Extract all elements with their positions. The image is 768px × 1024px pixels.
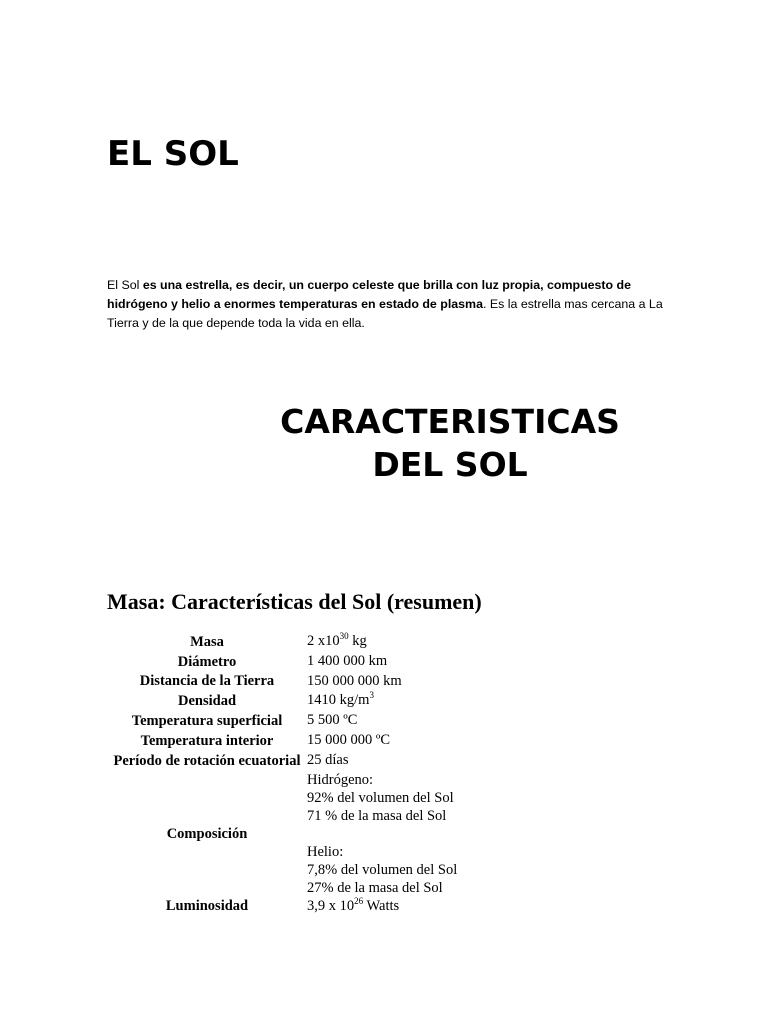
composicion-line-5: 7,8% del volumen del Sol — [307, 861, 458, 878]
table-row-composicion — [107, 771, 457, 897]
value-luminosidad: 3,9 x $10^{26}$ Watts — [307, 895, 400, 914]
label-diametro: Diámetro — [177, 653, 237, 670]
label-distancia: Distancia de la Tierra — [139, 673, 275, 690]
value-temp-superficial: 5 500 ºC — [307, 712, 358, 729]
label-luminosidad: Luminosidad — [165, 898, 249, 915]
table-row-temp-interior — [107, 731, 457, 751]
table-row-densidad — [107, 691, 457, 711]
label-densidad: Densidad — [177, 693, 237, 710]
composicion-line-4: Helio: — [307, 843, 344, 860]
value-distancia: 150 000 000 km — [307, 672, 402, 689]
intro-text-bold: es una estrella, es decir, un cuerpo celeste que brilla con luz propia, compuesto de hidrógeno y helio a enormes temperaturas en estado de plasma — [107, 278, 632, 311]
intro-text-start: El Sol — [107, 278, 143, 292]
label-masa: Masa — [190, 633, 224, 650]
composicion-gap — [307, 825, 457, 843]
value-temp-interior: 15 000 000 ºC — [307, 731, 391, 748]
value-densidad: 1410 $kg/m^3$ — [307, 690, 374, 709]
section-title: CARACTERISTICAS DEL SOL — [280, 402, 620, 484]
value-composicion — [307, 771, 457, 897]
value-periodo: 25 días — [307, 751, 349, 768]
label-composicion: Composición — [166, 825, 248, 842]
table-row-diametro — [107, 652, 457, 672]
intro-text-end: . Es la estrella mas cercana a La Tierra y de la que depende toda la vida en ella. — [107, 297, 663, 330]
table-row-distancia — [107, 672, 457, 692]
table-row-periodo — [107, 751, 457, 771]
composicion-line-6: 27% de la masa del Sol — [307, 879, 443, 896]
label-temp-interior: Temperatura interior — [140, 732, 274, 749]
composicion-line-3: 71 % de la masa del Sol — [307, 807, 447, 824]
value-masa: 2 $x10^{30}$ kg — [307, 631, 367, 649]
label-periodo: Período de rotación ecuatorial — [113, 752, 301, 769]
table-row-temp-superficial — [107, 711, 457, 731]
composicion-line-2: 92% del volumen del Sol — [307, 789, 454, 806]
table-subtitle: Masa: Características del Sol (resumen) — [107, 589, 482, 614]
table-row-luminosidad — [107, 897, 457, 917]
value-diametro: 1 400 000 km — [307, 652, 388, 669]
intro-paragraph — [107, 276, 667, 333]
table-row-masa — [107, 632, 457, 652]
label-temp-superficial: Temperatura superficial — [131, 713, 283, 730]
composicion-line-1: Hidrógeno: — [307, 771, 374, 788]
characteristics-table — [107, 632, 457, 916]
page-title: EL SOL — [107, 134, 239, 174]
